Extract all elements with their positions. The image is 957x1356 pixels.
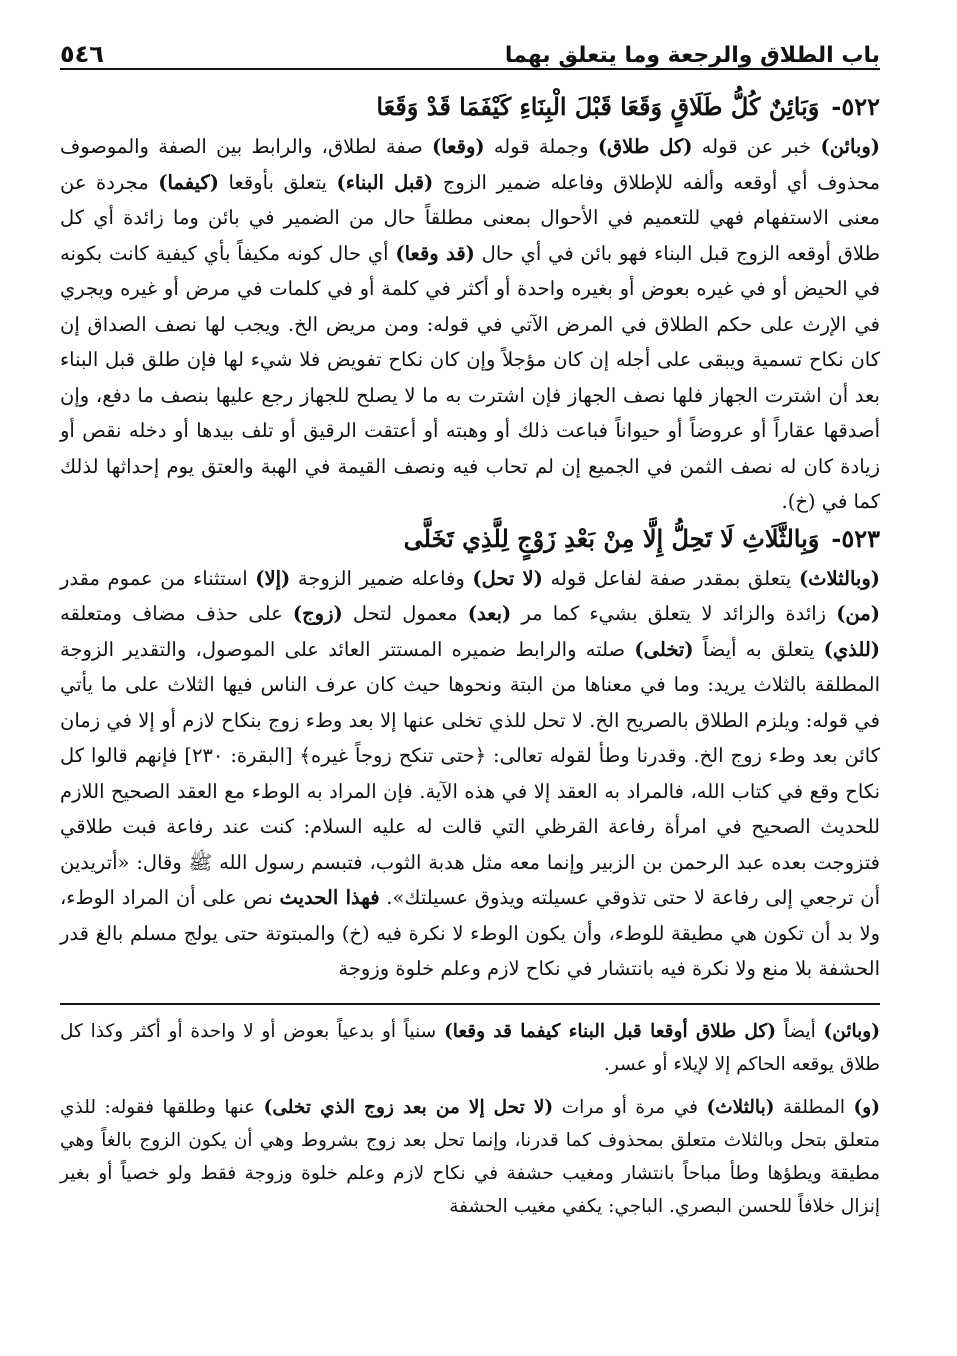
page xyxy=(60,18,880,1233)
verse-text: وَبَائِنٌ كُلُّ طَلَاقٍ وَقَعَا قَبْلَ الْبِنَاءِ كَيْفَمَا قَدْ وَقَعَا xyxy=(376,92,820,121)
verse-number: ٥٢٣- xyxy=(831,523,880,553)
footnotes xyxy=(60,1015,880,1223)
verse-522 xyxy=(60,92,880,121)
verse-523 xyxy=(60,524,880,553)
page-number: ٥٤٦ xyxy=(60,40,104,68)
commentary-523: (وبالثلاث) يتعلق بمقدر صفة لفاعل قوله (لا تحل) وفاعله ضمير الزوجة (إلا) استثناء من عموم مقدر (من) زائدة والزائد لا يتعلق بشيء كما مر (بعد) معمول لتحل (زوج) على حذف مضاف ومتعلقه (للذي) يتعلق به أيضاً (تخلى) صلته والرابط ضميره المستتر العائد على الموصول، والتقدير الزوجة المطلقة بالثلاث يريد: وما في معناها من البتة ونحوها حيث كان عرف الناس فيها الثلاث على ما يأتي في قوله: ويلزم الطلاق بالصريح الخ. لا تحل للذي تخلى عنها إلا بعد وطء زوج بنكاح لازم أو إلا في زمان كائن بعد وطء زوج الخ. وقدرنا وطأ لقوله تعالى: ﴿حتى تنكح زوجاً غيره﴾ [البقرة: ٢٣٠] فإنهم قالوا كل نكاح وقع في كتاب الله، فالمراد به العقد إلا في هذه الآية. فإن المراد به الوطء مع العقد الصحيح اللازم للحديث الصحيح في امرأة رفاعة القرظي التي قالت له عليه السلام: كنت عند رفاعة فبت طلاقي فتزوجت بعده عبد الرحمن بن الزبير وإنما معه مثل هدبة الثوب، فتبسم رسول الله ﷺ وقال: «أتريدين أن ترجعي إلى رفاعة لا حتى تذوقي عسيلته ويذوق عسيلتك». فهذا الحديث نص على أن المراد الوطء، ولا بد أن تكون هي مطيقة للوطء، وأن يكون الوطء لا نكرة فيه (خ) والمبتوتة حتى يولج مسلم بالغ قدر الحشفة بلا منع ولا نكرة فيه بانتشار في نكاح لازم وعلم خلوة وزوجة xyxy=(60,566,881,980)
page-header xyxy=(60,18,880,70)
commentary-522: (وبائن) خبر عن قوله (كل طلاق) وجملة قوله (وقعا) صفة لطلاق، والرابط بين الصفة والموصوف محذوف أي أوقعه وألفه للإطلاق وفاعله ضمير الزوج (قبل البناء) يتعلق بأوقعا (كيفما) مجردة عن معنى الاستفهام فهي للتعميم في الأحوال بمعنى مطلقاً حال من الضمير في بائن وما زائدة أي كل طلاق أوقعه الزوج قبل البناء فهو بائن في أي حال (قد وقعا) أي حال كونه مكيفاً بأي كيفية كانت بكونه في الحيض أو في غيره بعوض أو بغيره واحدة أو أكثر في كلمة أو في كلمات في مرض أو غيره ويجري في الإرث على حكم الطلاق في المرض الآتي في قوله: ومن مريض الخ. ويجب لها نصف الصداق إن كان نكاح تسمية ويبقى على أجله إن كان مؤجلاً وإن كان نكاح تفويض فلا شيء لها فإن طلق قبل البناء بعد أن اشترت الجهاز فلها نصف الجهاز فإن اشترت به ما لا يصلح للجهاز رجع عليها بنصف ما دفع، وإن أصدقها عقاراً أو عروضاً أو حيواناً فباعت ذلك أو وهبته أو أعتقت الرقيق أو تلف بيدها أو دخله نقص أو زيادة كان له نصف الثمن في الجميع إن لم تحاب فيه ونصف القيمة في الهبة والعتق يوم إحداثها لذلك كما في (خ). xyxy=(60,135,880,513)
footnote-523: (و) المطلقة (بالثلاث) في مرة أو مرات (لا تحل إلا من بعد زوج الذي تخلى) عنها وطلقها فقوله: للذي متعلق بتحل وبالثلاث متعلق بمحذوف كما قدرنا، وإنما تحل بعد زوج بشروط وهي أن يكون الزوج بالغاً وهي مطيقة ويطؤها وطأ مباحاً بانتشار ومغيب حشفة في نكاح لازم وعلم خلوة وزوجة فقط ولو خصياً أو بغير إنزال خلافاً للحسن البصري. الباجي: يكفي مغيب الحشفة xyxy=(60,1096,880,1217)
main-text xyxy=(60,92,880,987)
verse-text: وَبِالثَّلَاثِ لَا تَحِلُّ إِلَّا مِنْ بَعْدِ زَوْجٍ لِلَّذِي تَخَلَّى xyxy=(403,523,820,553)
footnote-divider xyxy=(60,1003,880,1005)
verse-number: ٥٢٢- xyxy=(831,92,880,121)
footnote-522: (وبائن) أيضاً (كل طلاق أوقعا قبل البناء كيفما قد وقعا) سنياً أو بدعياً بعوض أو لا واحدة أو أكثر وكذا كل طلاق يوقعه الحاكم إلا لإيلاء أو عسر. xyxy=(60,1020,880,1075)
page-title: باب الطلاق والرجعة وما يتعلق بهما xyxy=(504,43,880,68)
